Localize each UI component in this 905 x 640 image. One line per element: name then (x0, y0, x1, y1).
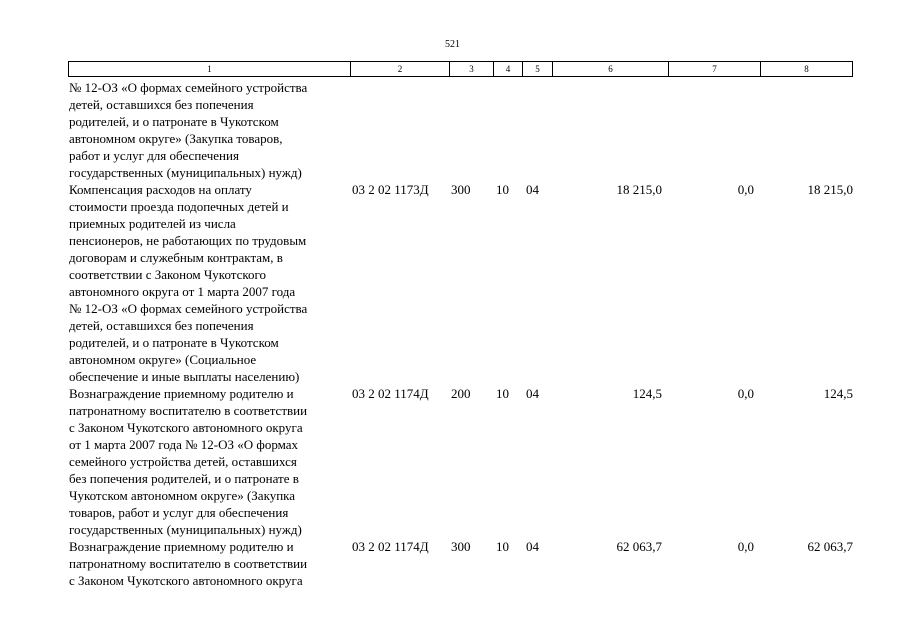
description-line: детей, оставшихся без попечения (69, 318, 254, 333)
section-code: 10 (496, 539, 509, 554)
description-line: родителей, и о патронате в Чукотском (69, 335, 279, 350)
column-header-table (68, 61, 853, 77)
description-line: обеспечение и иные выплаты населению) (69, 369, 300, 384)
page-number: 521 (445, 39, 460, 50)
row-description (69, 538, 351, 589)
description-line: автономном округе» (Закупка товаров, (69, 131, 283, 146)
budget-code: 03 2 02 1173Д (352, 182, 429, 197)
description-line: соответствии с Законом Чукотского (69, 267, 267, 282)
description-line: пенсионеров, не работающих по трудовым (69, 233, 307, 248)
description-line: Вознаграждение приемному родителю и (69, 539, 294, 554)
column-header-6: 6 (553, 62, 669, 77)
column-header-7: 7 (669, 62, 761, 77)
amount-col8: 62 063,7 (807, 539, 853, 554)
section-code: 10 (496, 182, 509, 197)
description-line: детей, оставшихся без попечения (69, 97, 254, 112)
description-line: без попечения родителей, и о патронате в (69, 471, 299, 486)
description-line: родителей, и о патронате в Чукотском (69, 114, 279, 129)
amount-col7: 0,0 (737, 386, 754, 401)
column-header-4: 4 (494, 62, 523, 77)
description-line: № 12-ОЗ «О формах семейного устройства (69, 80, 308, 95)
column-header-3: 3 (450, 62, 494, 77)
amount-col7: 0,0 (737, 182, 754, 197)
subsection-code: 04 (526, 182, 539, 197)
description-line: № 12-ОЗ «О формах семейного устройства (69, 301, 308, 316)
expense-type: 200 (451, 386, 471, 401)
row-description (69, 181, 351, 385)
description-line: патронатному воспитателю в соответствии (69, 556, 308, 571)
description-line: Компенсация расходов на оплату (69, 182, 252, 197)
description-line: товаров, работ и услуг для обеспечения (69, 505, 289, 520)
row-description (69, 385, 351, 538)
description-line: с Законом Чукотского автономного округа (69, 420, 303, 435)
description-line: Вознаграждение приемному родителю и (69, 386, 294, 401)
budget-code: 03 2 02 1174Д (352, 386, 429, 401)
description-line: автономном округе» (Социальное (69, 352, 257, 367)
description-line: договорам и служебным контрактам, в (69, 250, 283, 265)
description-line: с Законом Чукотского автономного округа (69, 573, 303, 588)
description-line: стоимости проезда подопечных детей и (69, 199, 289, 214)
row-description (69, 79, 351, 181)
subsection-code: 04 (526, 539, 539, 554)
column-header-5: 5 (523, 62, 553, 77)
description-line: государственных (муниципальных) нужд) (69, 522, 302, 537)
amount-col8: 124,5 (823, 386, 853, 401)
description-line: патронатному воспитателю в соответствии (69, 403, 308, 418)
amount-col7: 0,0 (737, 539, 754, 554)
description-line: приемных родителей из числа (69, 216, 236, 231)
amount-col8: 18 215,0 (807, 182, 853, 197)
column-header-8: 8 (761, 62, 853, 77)
description-line: государственных (муниципальных) нужд) (69, 165, 302, 180)
description-line: от 1 марта 2007 года № 12-ОЗ «О формах (69, 437, 299, 452)
description-line: автономного округа от 1 марта 2007 года (69, 284, 296, 299)
amount-col6: 18 215,0 (616, 182, 662, 197)
expense-type: 300 (451, 182, 471, 197)
subsection-code: 04 (526, 386, 539, 401)
section-code: 10 (496, 386, 509, 401)
description-line: работ и услуг для обеспечения (69, 148, 239, 163)
column-header-1: 1 (69, 62, 351, 77)
amount-col6: 124,5 (632, 386, 662, 401)
budget-code: 03 2 02 1174Д (352, 539, 429, 554)
expense-type: 300 (451, 539, 471, 554)
description-line: семейного устройства детей, оставшихся (69, 454, 297, 469)
column-header-2: 2 (351, 62, 450, 77)
description-line: Чукотском автономном округе» (Закупка (69, 488, 296, 503)
amount-col6: 62 063,7 (616, 539, 662, 554)
